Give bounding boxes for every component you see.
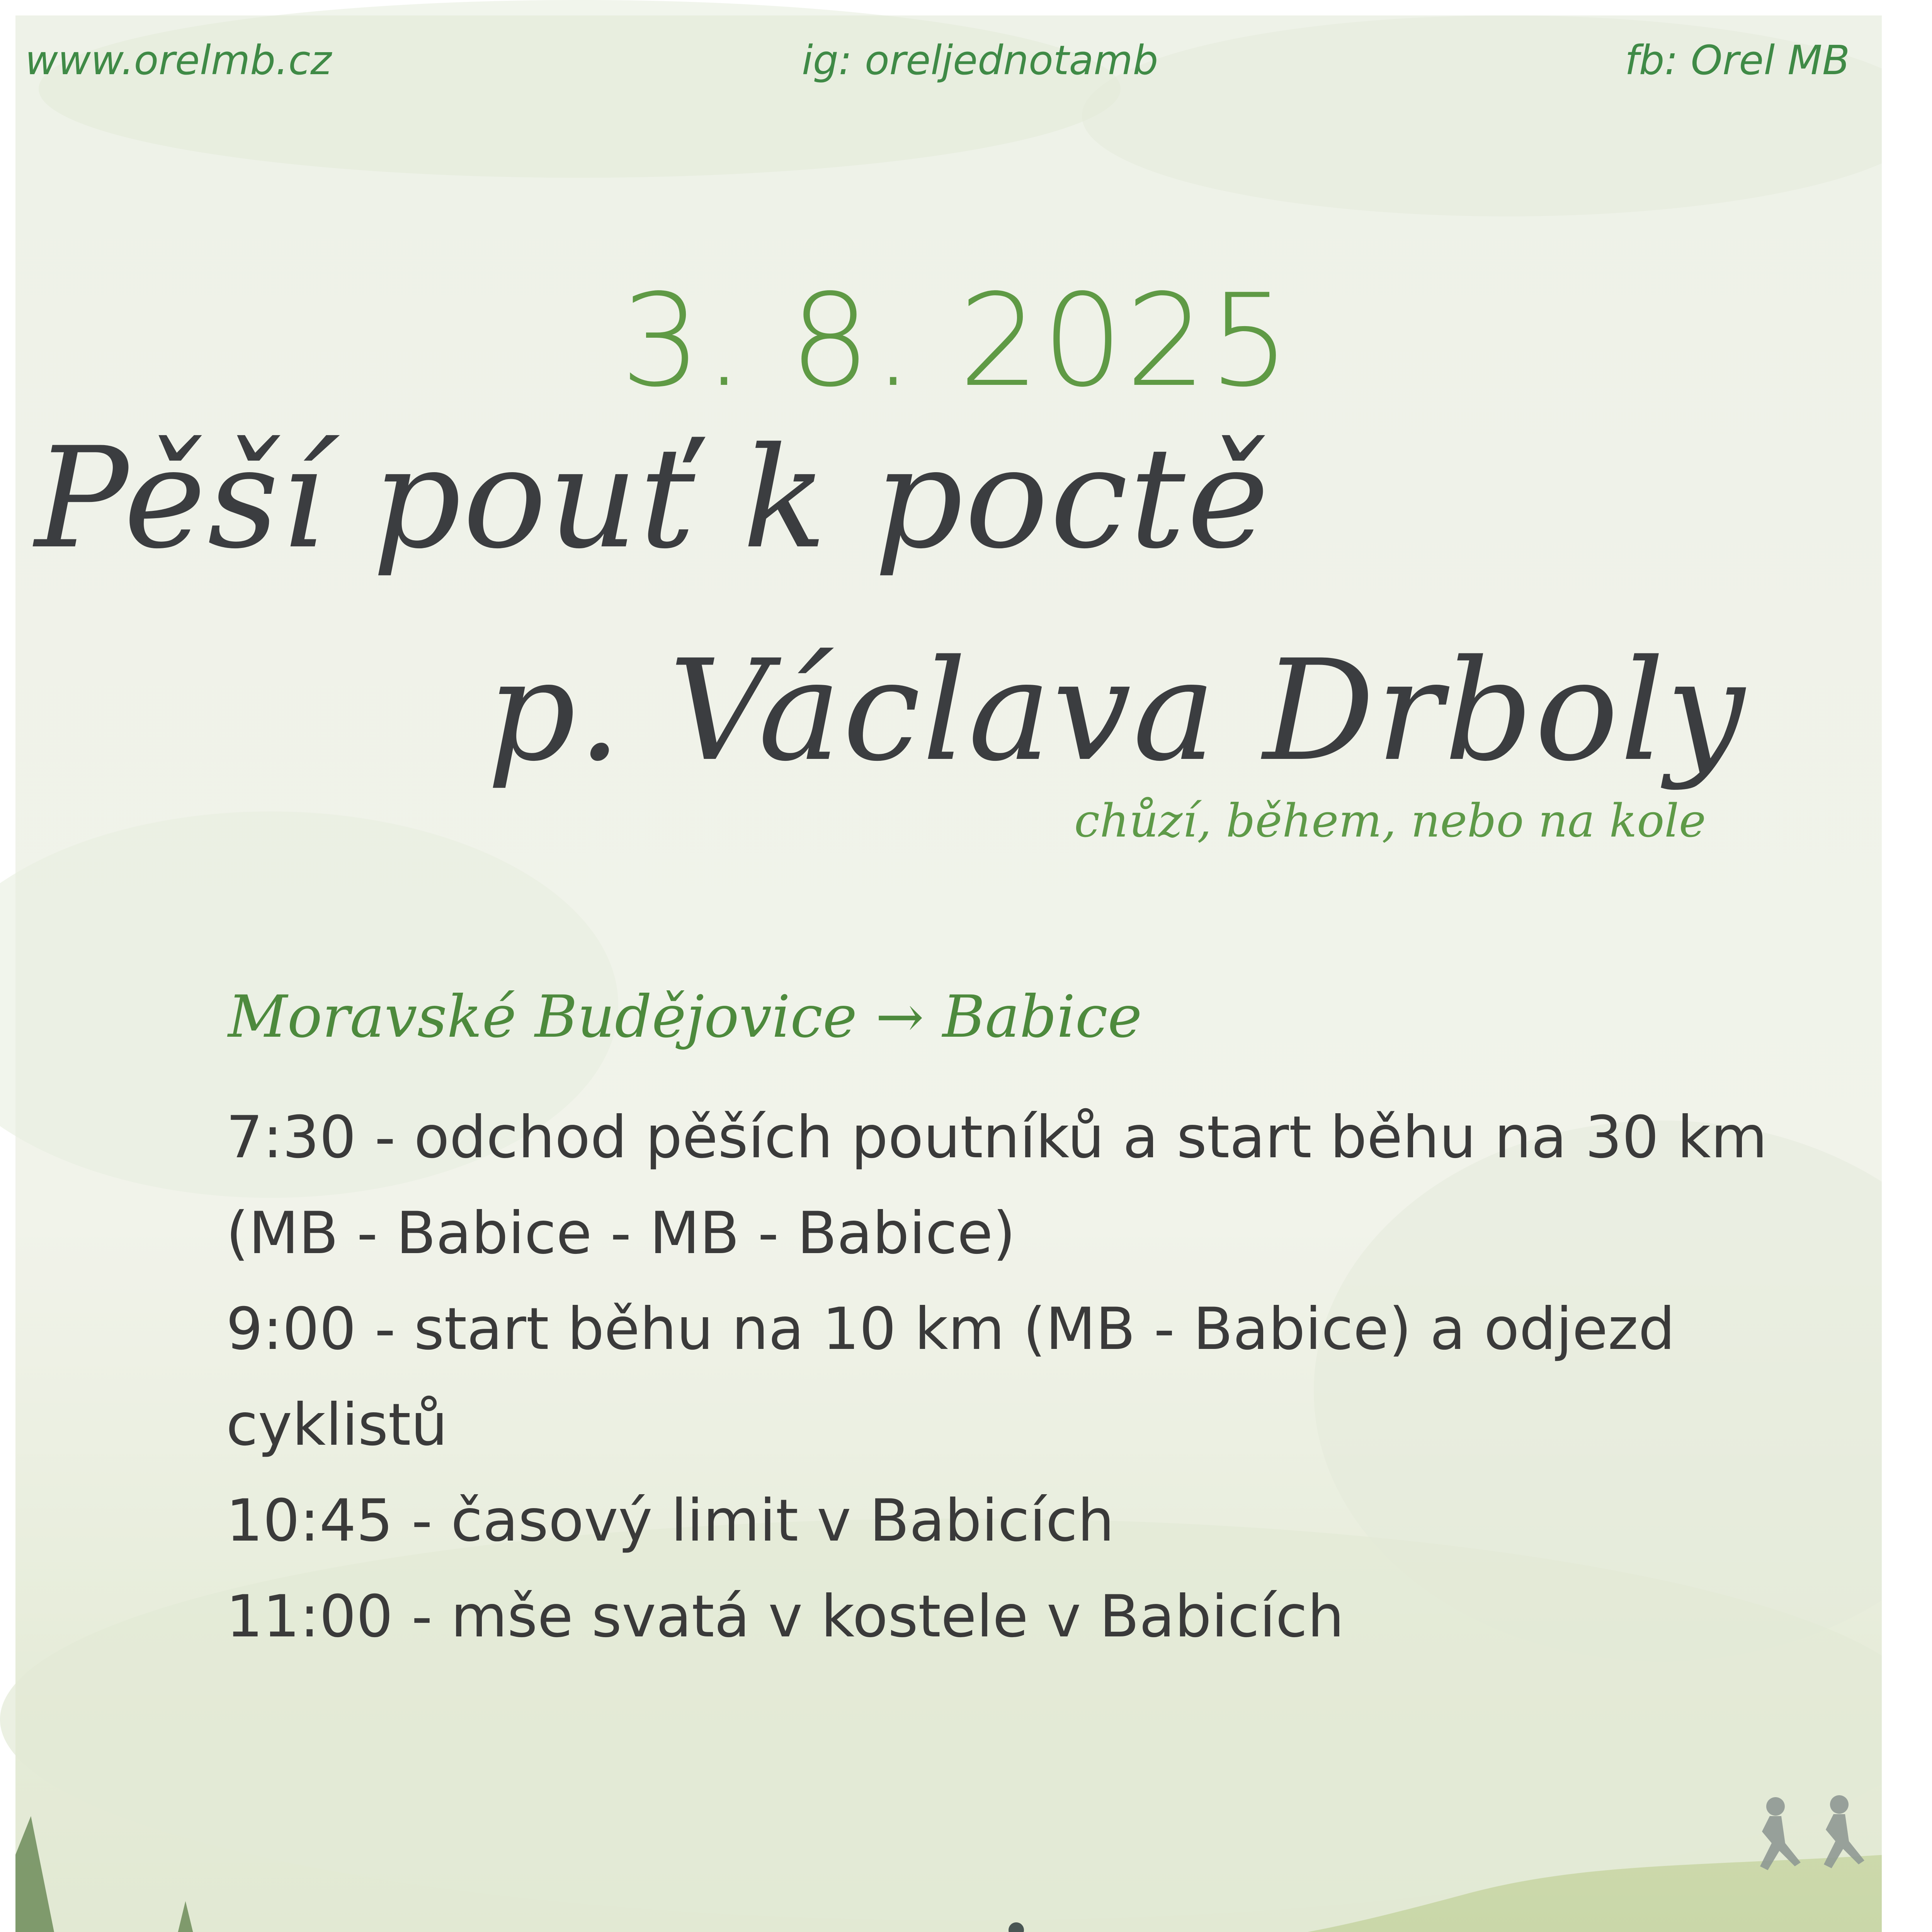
instagram-handle[interactable]: ig: oreljednotamb xyxy=(802,37,1158,84)
event-title-line-2: p. Václava Drboly xyxy=(487,630,1747,792)
website-link[interactable]: www.orelmb.cz xyxy=(25,37,332,84)
route-heading: Moravské Budějovice → Babice xyxy=(228,983,1142,1051)
schedule-line: 9:00 - start běhu na 10 km (MB - Babice) a odjezd xyxy=(226,1296,1675,1363)
schedule-line: 7:30 - odchod pěších poutníků a start běhu na 30 km xyxy=(226,1104,1767,1171)
event-title-line-1: Pěší pouť k poctě xyxy=(35,417,1271,579)
event-date: 3. 8. 2025 xyxy=(620,267,1293,415)
schedule-line: 11:00 - mše svatá v kostele v Babicích xyxy=(226,1583,1344,1650)
schedule-line: cyklistů xyxy=(226,1391,448,1459)
schedule-line: (MB - Babice - MB - Babice) xyxy=(226,1200,1016,1267)
facebook-handle[interactable]: fb: Orel MB xyxy=(1625,37,1850,84)
scan-margin xyxy=(1882,0,1932,1932)
schedule-line: 10:45 - časový limit v Babicích xyxy=(226,1487,1114,1554)
schedule-list xyxy=(226,1090,1849,1665)
event-subtitle: chůzí, během, nebo na kole xyxy=(1074,794,1706,847)
